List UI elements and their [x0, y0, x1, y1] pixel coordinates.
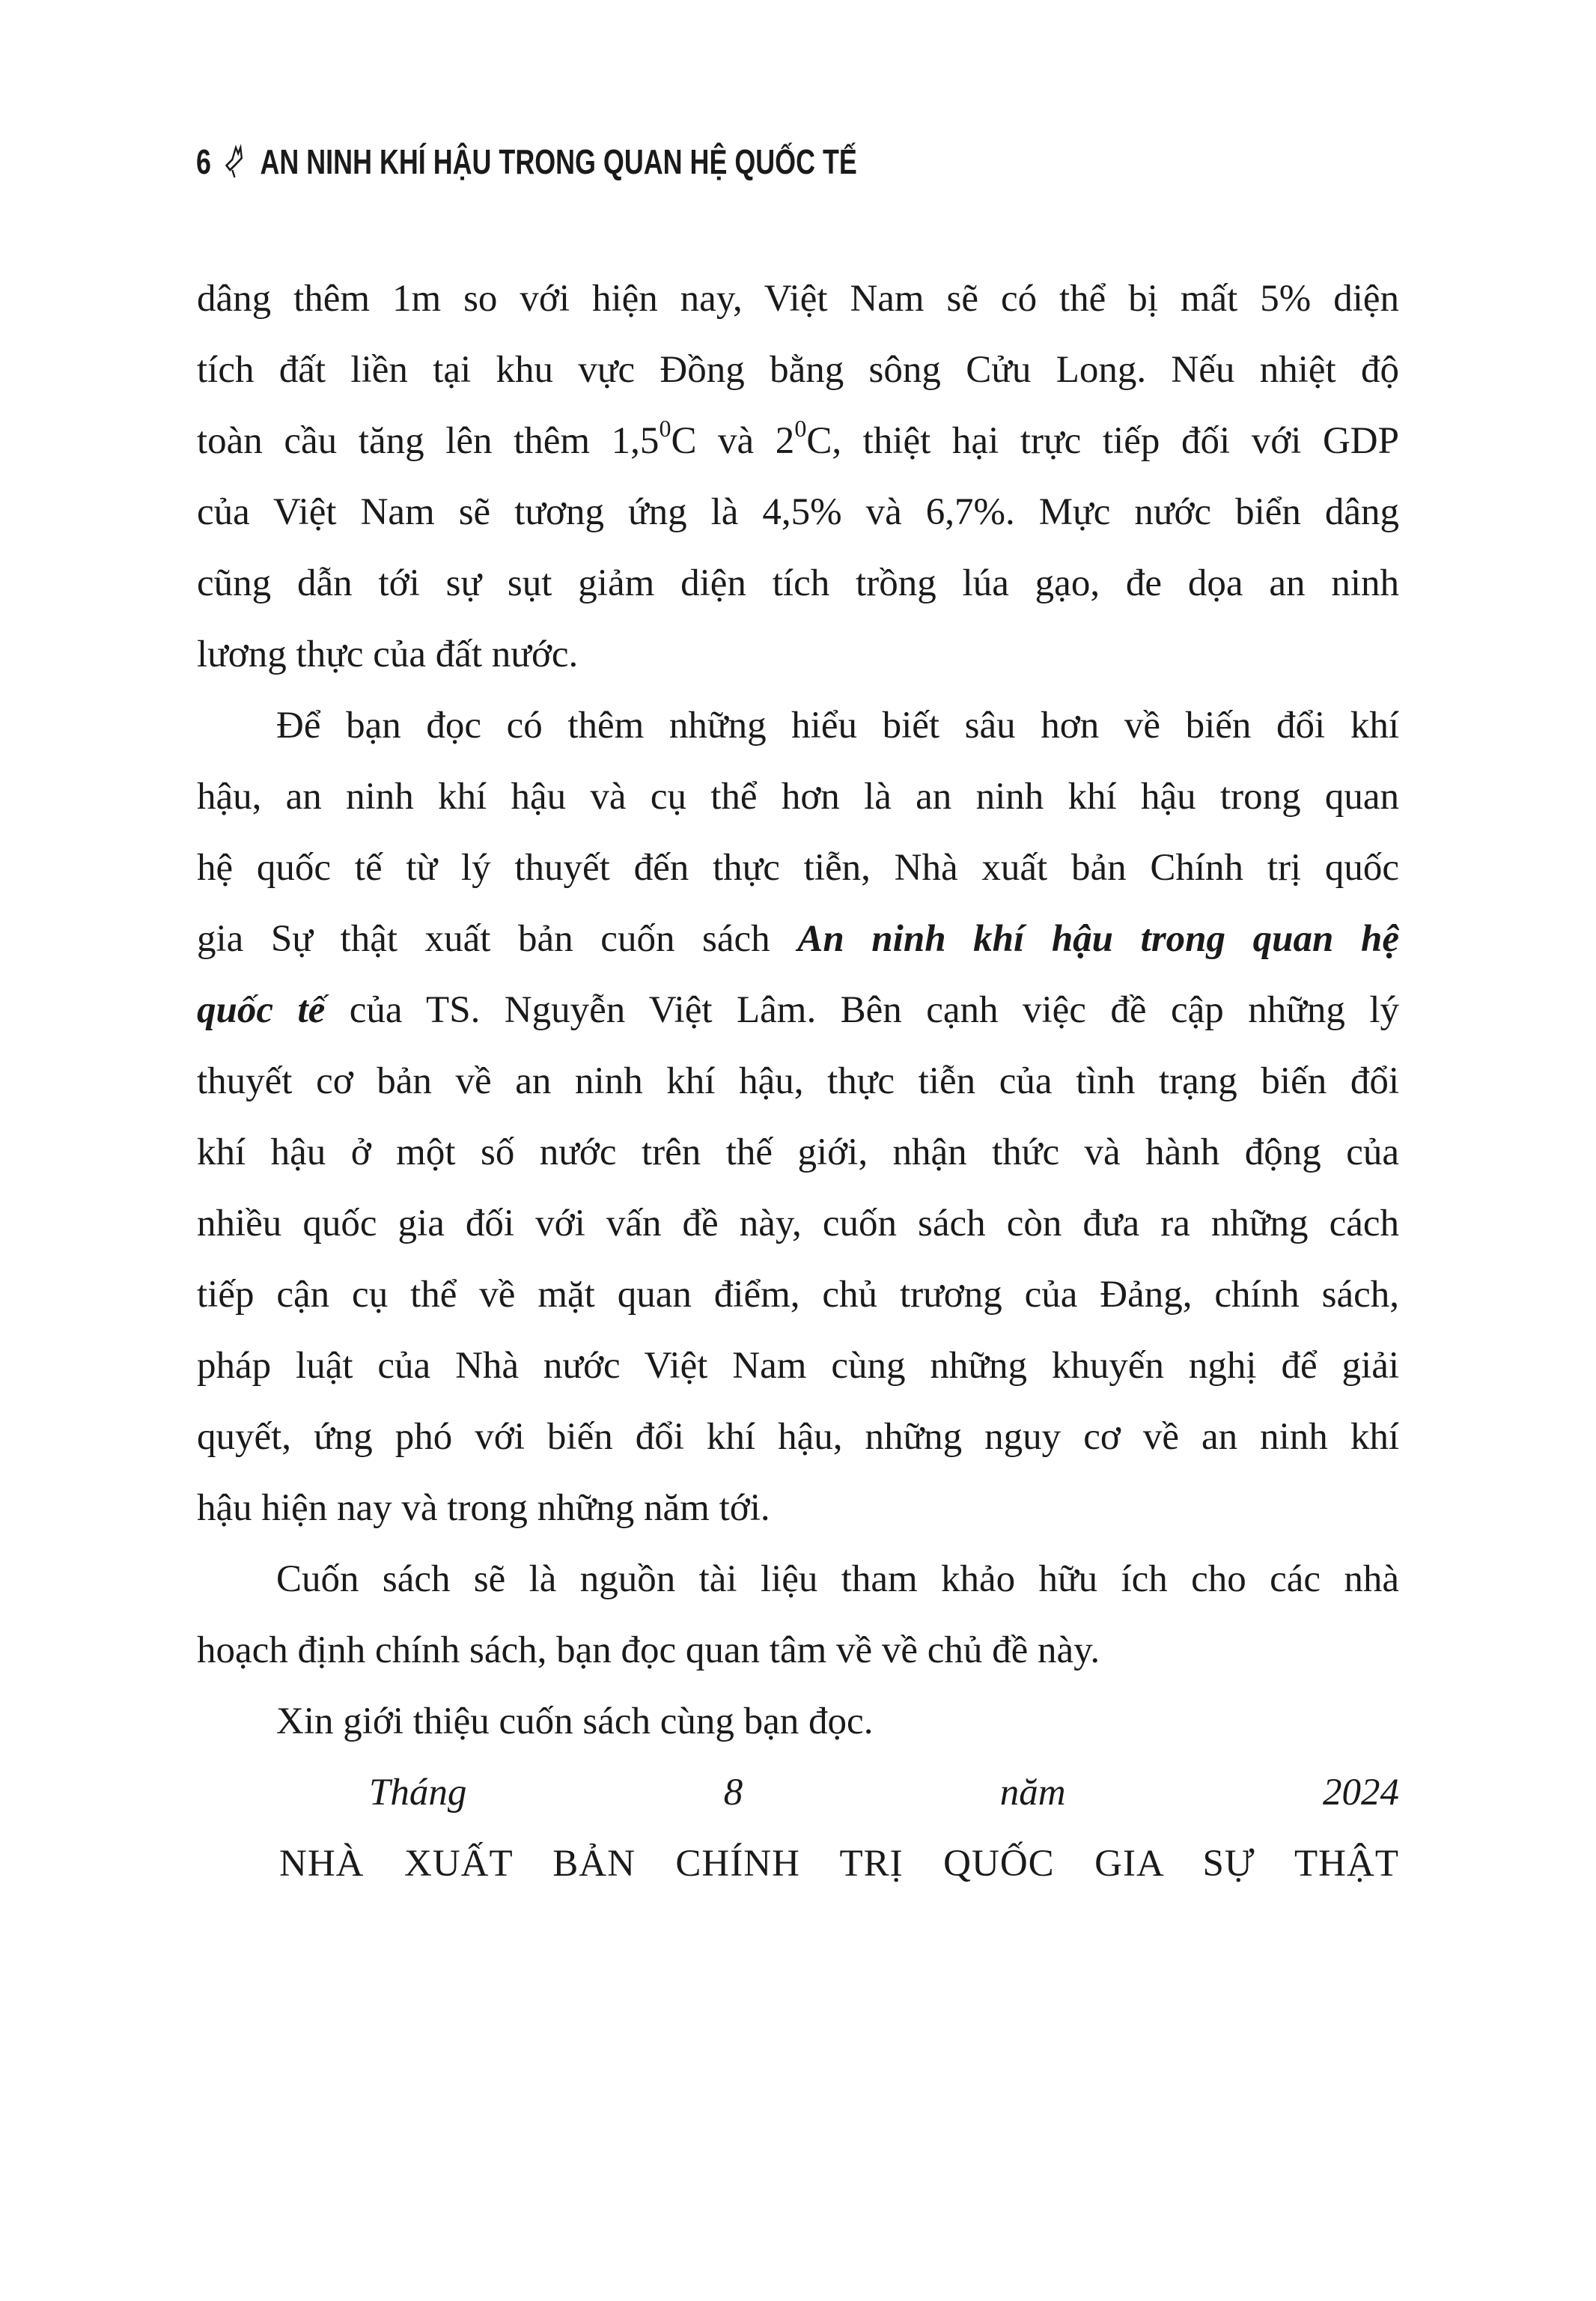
text-line: hệ quốc tế từ lý thuyết đến thực tiễn, Nhà xuất bản Chính trị quốc [197, 847, 1399, 889]
text-line: hậu hiện nay và trong những năm tới. [197, 1487, 770, 1529]
text-line: tiếp cận cụ thể về mặt quan điểm, chủ trương của Đảng, chính sách, [197, 1274, 1399, 1316]
text-line: quyết, ứng phó với biến đổi khí hậu, những nguy cơ về an ninh khí [197, 1416, 1399, 1458]
running-header [196, 139, 857, 184]
book-title: An ninh khí hậu trong quan hệ [797, 918, 1399, 960]
paragraph-1 [197, 264, 1399, 690]
text: của TS. Nguyễn Việt Lâm. Bên cạnh việc đề cập những lý [325, 989, 1400, 1031]
text-line: nhiều quốc gia đối với vấn đề này, cuốn sách còn đưa ra những cách [197, 1203, 1399, 1244]
text: toàn cầu tăng lên thêm 1,5 [197, 420, 660, 462]
text-line [197, 904, 1399, 975]
page-number: 6 [196, 142, 211, 181]
book-title: quốc tế [197, 989, 326, 1031]
text: C và 2 [671, 420, 795, 462]
page-body [197, 264, 1399, 1900]
text-line: cũng dẫn tới sự sụt giảm diện tích trồng lúa gạo, đe dọa an ninh [197, 562, 1399, 604]
text-line [197, 406, 1399, 477]
text-line: Để bạn đọc có thêm những hiểu biết sâu hơn về biến đổi khí [276, 705, 1399, 747]
text-line: Cuốn sách sẽ là nguồn tài liệu tham khảo hữu ích cho các nhà [276, 1558, 1399, 1600]
header-title: AN NINH KHÍ HẬU TRONG QUAN HỆ QUỐC TẾ [260, 142, 857, 181]
text-line: khí hậu ở một số nước trên thế giới, nhận thức và hành động của [197, 1131, 1399, 1173]
leaf-ornament-icon [224, 143, 247, 180]
degree-sup: 0 [794, 415, 807, 442]
signature-date: Tháng 8 năm 2024 [369, 1772, 1399, 1814]
text: C, thiệt hại trực tiếp đối với GDP [806, 420, 1399, 462]
paragraph-3 [197, 1544, 1399, 1686]
text-line [197, 975, 1399, 1046]
paragraph-2 [197, 690, 1399, 1544]
text-line: tích đất liền tại khu vực Đồng bằng sông Cửu Long. Nếu nhiệt độ [197, 349, 1399, 391]
text-line: hoạch định chính sách, bạn đọc quan tâm về về chủ đề này. [197, 1629, 1100, 1671]
text-line: lương thực của đất nước. [197, 633, 579, 675]
text-line: dâng thêm 1m so với hiện nay, Việt Nam sẽ có thể bị mất 5% diện [197, 278, 1399, 320]
text-line: hậu, an ninh khí hậu và cụ thể hơn là an ninh khí hậu trong quan [197, 776, 1399, 818]
publisher-signature: NHÀ XUẤT BẢN CHÍNH TRỊ QUỐC GIA SỰ THẬT [279, 1843, 1399, 1885]
text-line: pháp luật của Nhà nước Việt Nam cùng những khuyến nghị để giải [197, 1345, 1399, 1387]
text-line: thuyết cơ bản về an ninh khí hậu, thực tiễn của tình trạng biến đổi [197, 1060, 1399, 1102]
text: gia Sự thật xuất bản cuốn sách [197, 918, 798, 960]
paragraph-4: Xin giới thiệu cuốn sách cùng bạn đọc. [276, 1700, 874, 1742]
degree-sup: 0 [659, 415, 671, 442]
text-line: của Việt Nam sẽ tương ứng là 4,5% và 6,7%. Mực nước biển dâng [197, 491, 1399, 533]
